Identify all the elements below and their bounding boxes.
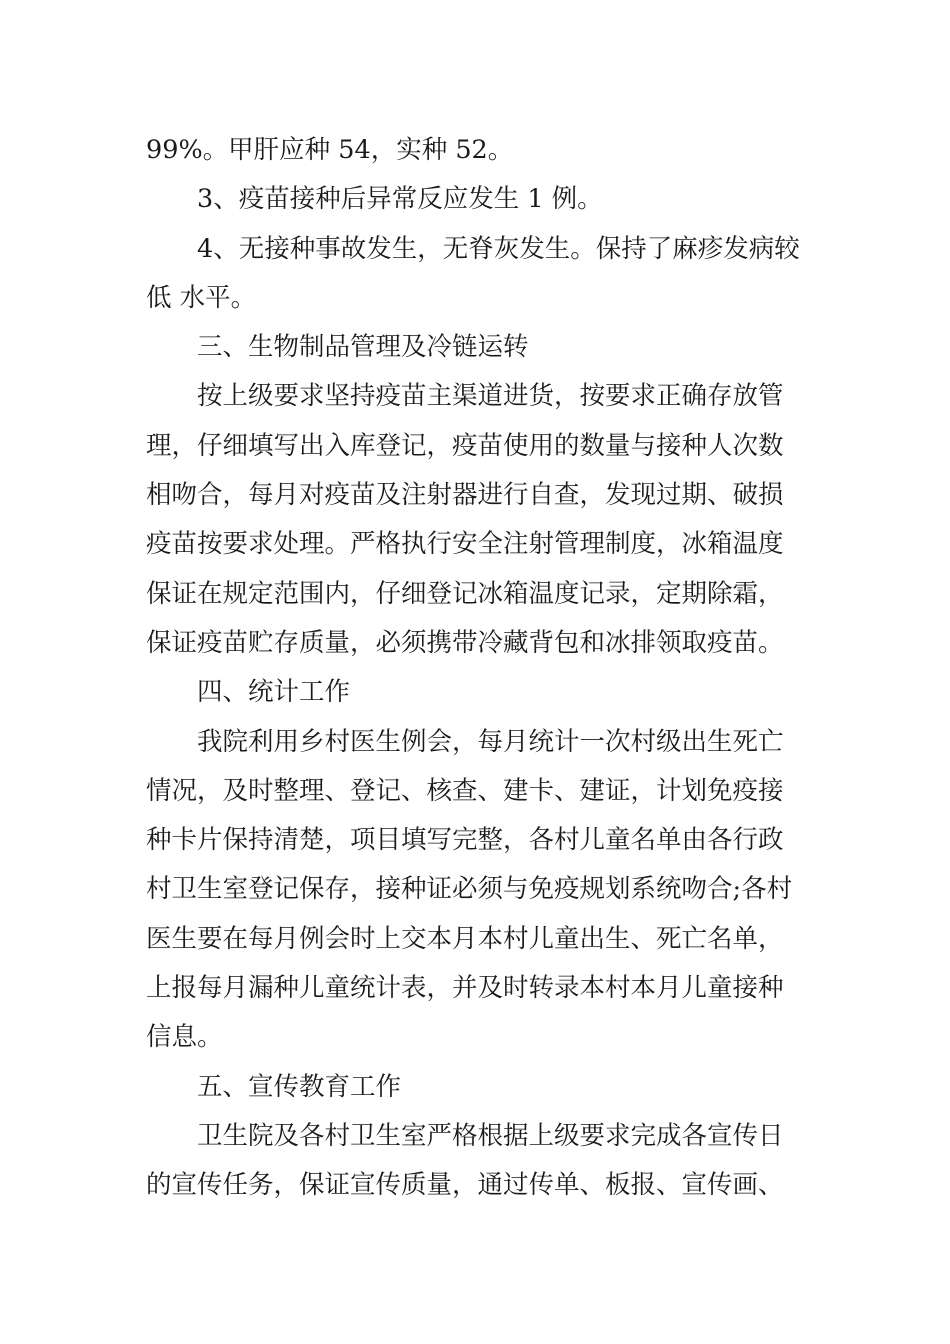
paragraph-line: 按上级要求坚持疫苗主渠道进货，按要求正确存放管 xyxy=(197,381,784,412)
paragraph-line: 疫苗按要求处理。严格执行安全注射管理制度，冰箱温度 xyxy=(146,529,784,560)
text-line-continuation: 99%。甲肝应种 54，实种 52。 xyxy=(146,135,514,165)
section-heading-4: 四、统计工作 xyxy=(197,677,351,708)
paragraph-line: 村卫生室登记保存，接种证必须与免疫规划系统吻合;各村 xyxy=(146,874,793,905)
paragraph-line: 我院利用乡村医生例会，每月统计一次村级出生死亡 xyxy=(197,726,784,757)
paragraph-line: 理，仔细填写出入库登记，疫苗使用的数量与接种人次数 xyxy=(146,430,784,461)
section-heading-5: 五、宣传教育工作 xyxy=(197,1071,402,1102)
paragraph-line: 信息。 xyxy=(146,1022,223,1053)
paragraph-line: 卫生院及各村卫生室严格根据上级要求完成各宣传日 xyxy=(197,1120,784,1151)
paragraph-line: 情况，及时整理、登记、核查、建卡、建证，计划免疫接 xyxy=(146,775,784,806)
list-item-3: 3、疫苗接种后异常反应发生 1 例。 xyxy=(197,184,603,215)
section-heading-3: 三、生物制品管理及冷链运转 xyxy=(197,332,529,363)
paragraph-line: 的宣传任务，保证宣传质量，通过传单、板报、宣传画、 xyxy=(146,1170,784,1201)
paragraph-line: 保证疫苗贮存质量，必须携带冷藏背包和冰排领取疫苗。 xyxy=(146,627,784,658)
paragraph-line: 医生要在每月例会时上交本月本村儿童出生、死亡名单， xyxy=(146,923,784,954)
list-item-4: 4、无接种事故发生，无脊灰发生。保持了麻疹发病较 xyxy=(197,233,800,264)
paragraph-line: 种卡片保持清楚，项目填写完整，各村儿童名单由各行政 xyxy=(146,825,784,856)
paragraph-line: 上报每月漏种儿童统计表，并及时转录本村本月儿童接种 xyxy=(146,973,784,1004)
body-text xyxy=(146,126,810,1211)
paragraph-line: 相吻合，每月对疫苗及注射器进行自查，发现过期、破损 xyxy=(146,480,784,511)
paragraph-line: 保证在规定范围内，仔细登记冰箱温度记录，定期除霜， xyxy=(146,578,784,609)
text-line: 低 水平。 xyxy=(146,282,257,313)
